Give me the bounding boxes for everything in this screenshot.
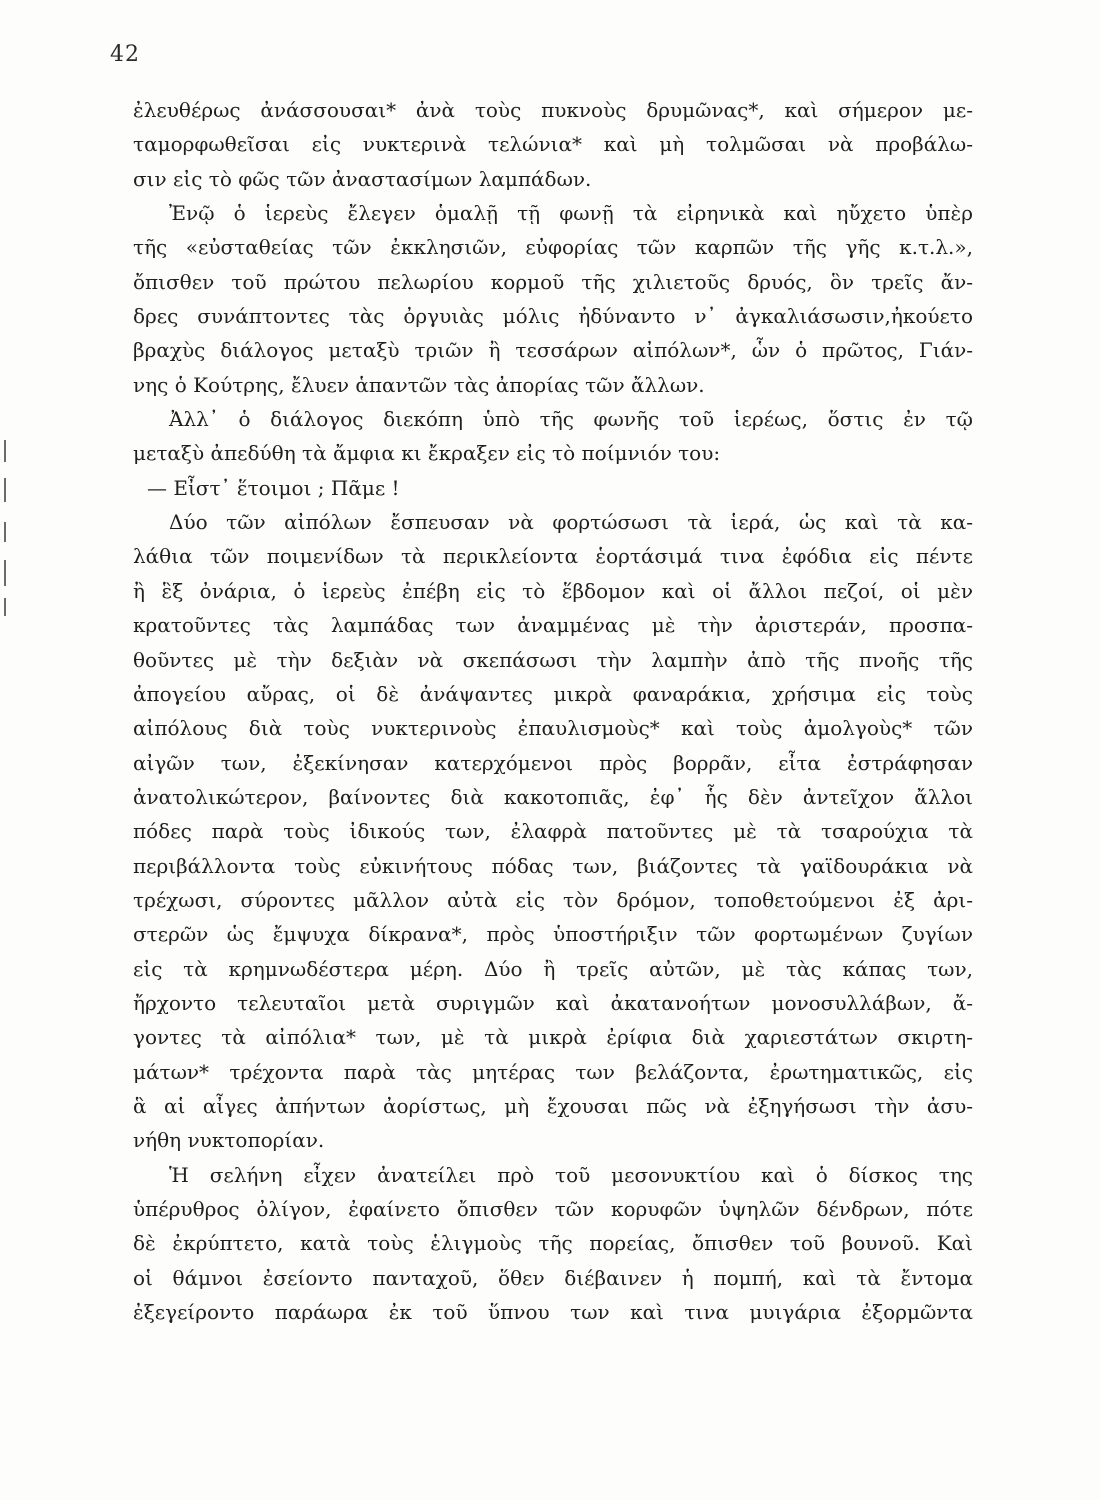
text-line: βραχὺς διάλογος μεταξὺ τριῶν ἢ τεσσάρων αἰπόλων*, ὧν ὁ πρῶτος, Γιάν- [133, 338, 973, 363]
text-line: στερῶν ὡς ἔμψυχα δίκρανα*, πρὸς ὑποστήριξιν τῶν φορτωμένων ζυγίων [133, 922, 973, 947]
text-line: Ἐνῷ ὁ ἱερεὺς ἔλεγεν ὁμαλῇ τῇ φωνῇ τὰ εἰρηνικὰ καὶ ηὔχετο ὑπὲρ [169, 201, 973, 226]
margin-marks [2, 440, 10, 620]
text-line: ἀνατολικώτερον, βαίνοντες διὰ κακοτοπιᾶς, ἐφ᾿ ἧς δὲν ἀντεῖχον ἄλλοι [133, 784, 973, 809]
text-line: ὑπέρυθρος ὀλίγον, ἐφαίνετο ὄπισθεν τῶν κορυφῶν ὑψηλῶν δένδρων, πότε [133, 1197, 973, 1221]
text-line: νήθη νυκτοπορίαν. [133, 1128, 325, 1153]
text-line: εἰς τὰ κρημνωδέστερα μέρη. Δύο ἢ τρεῖς αὐτῶν, μὲ τὰς κάπας των, [133, 956, 973, 981]
text-line: γοντες τὰ αἰπόλια* των, μὲ τὰ μικρὰ ἐρίφια διὰ χαριεστάτων σκιρτη- [133, 1025, 973, 1050]
body-text [133, 93, 973, 1329]
text-line: θοῦντες μὲ τὴν δεξιὰν νὰ σκεπάσωσι τὴν λαμπὴν ἀπὸ τῆς πνοῆς τῆς [133, 647, 973, 672]
text-line: οἱ θάμνοι ἐσείοντο πανταχοῦ, ὅθεν διέβαινεν ἡ πομπή, καὶ τὰ ἔντομα [133, 1265, 973, 1290]
text-line: αἰπόλους διὰ τοὺς νυκτερινοὺς ἐπαυλισμοὺς* καὶ τοὺς ἀμολγοὺς* τῶν [133, 716, 973, 741]
text-line: Δύο τῶν αἰπόλων ἔσπευσαν νὰ φορτώσωσι τὰ ἱερά, ὡς καὶ τὰ κα- [169, 510, 973, 535]
text-line: ἤρχοντο τελευταῖοι μετὰ συριγμῶν καὶ ἀκατανοήτων μονοσυλλάβων, ἄ- [133, 990, 973, 1015]
text-line: δρες συνάπτοντες τὰς ὀργυιὰς μόλις ἠδύναντο ν᾿ ἀγκαλιάσωσιν,ἠκούετο [133, 304, 973, 329]
page-number: 42 [110, 42, 140, 67]
text-line: ἐλευθέρως ἀνάσσουσαι* ἀνὰ τοὺς πυκνοὺς δρυμῶνας*, καὶ σήμερον με- [133, 98, 973, 122]
text-line: ἢ ἓξ ὀνάρια, ὁ ἱερεὺς ἐπέβη εἰς τὸ ἕβδομον καὶ οἱ ἄλλοι πεζοί, οἱ μὲν [133, 578, 973, 603]
text-line: ὄπισθεν τοῦ πρώτου πελωρίου κορμοῦ τῆς χιλιετοῦς δρυός, ὃν τρεῖς ἄν- [133, 269, 973, 294]
text-line: μεταξὺ ἀπεδύθη τὰ ἄμφια κι ἔκραξεν εἰς τὸ ποίμνιόν του: [133, 441, 721, 466]
text-line: μάτων* τρέχοντα παρὰ τὰς μητέρας των βελάζοντα, ἐρωτηματικῶς, εἰς [133, 1059, 973, 1084]
text-line: ἐξεγείροντο παράωρα ἐκ τοῦ ὕπνου των καὶ τινα μυιγάρια ἐξορμῶντα [133, 1300, 973, 1325]
text-line: Ἀλλ᾿ ὁ διάλογος διεκόπη ὑπὸ τῆς φωνῆς τοῦ ἱερέως, ὅστις ἐν τῷ [169, 407, 973, 432]
text-line: ταμορφωθεῖσαι εἰς νυκτερινὰ τελώνια* καὶ μὴ τολμῶσαι νὰ προβάλω- [133, 132, 973, 157]
text-line: λάθια τῶν ποιμενίδων τὰ περικλείοντα ἑορτάσιμά τινα ἐφόδια εἰς πέντε [133, 544, 973, 569]
text-line: τῆς «εὐσταθείας τῶν ἐκκλησιῶν, εὐφορίας τῶν καρπῶν τῆς γῆς κ.τ.λ.», [133, 235, 973, 260]
text-line: περιβάλλοντα τοὺς εὐκινήτους πόδας των, βιάζοντες τὰ γαϊδουράκια νὰ [133, 853, 973, 878]
text-line: ἃ αἱ αἶγες ἀπήντων ἀορίστως, μὴ ἔχουσαι πῶς νὰ ἐξηγήσωσι τὴν ἀσυ- [133, 1093, 973, 1118]
text-line: πόδες παρὰ τοὺς ἰδικούς των, ἐλαφρὰ πατοῦντες μὲ τὰ τσαρούχια τὰ [133, 819, 973, 844]
text-line: ἀπογείου αὔρας, οἱ δὲ ἀνάψαντες μικρὰ φαναράκια, χρήσιμα εἰς τοὺς [133, 681, 973, 706]
text-line: σιν εἰς τὸ φῶς τῶν ἀναστασίμων λαμπάδων. [133, 166, 592, 191]
dialogue-line: — Εἶστ᾿ ἕτοιμοι ; Πᾶμε ! [147, 475, 400, 500]
text-line: κρατοῦντες τὰς λαμπάδας των ἀναμμένας μὲ τὴν ἀριστεράν, προσπα- [133, 613, 973, 638]
text-line: νης ὁ Κούτρης, ἔλυεν ἁπαντῶν τὰς ἀπορίας τῶν ἄλλων. [133, 372, 705, 397]
text-line: αἰγῶν των, ἐξεκίνησαν κατερχόμενοι πρὸς βορρᾶν, εἶτα ἐστράφησαν [133, 750, 973, 775]
text-line: τρέχωσι, σύροντες μᾶλλον αὐτὰ εἰς τὸν δρόμον, τοποθετούμενοι ἐξ ἀρι- [133, 887, 973, 912]
text-line: δὲ ἐκρύπτετο, κατὰ τοὺς ἑλιγμοὺς τῆς πορείας, ὄπισθεν τοῦ βουνοῦ. Καὶ [133, 1231, 973, 1256]
text-line: Ἡ σελήνη εἶχεν ἀνατείλει πρὸ τοῦ μεσονυκτίου καὶ ὁ δίσκος της [169, 1162, 973, 1187]
